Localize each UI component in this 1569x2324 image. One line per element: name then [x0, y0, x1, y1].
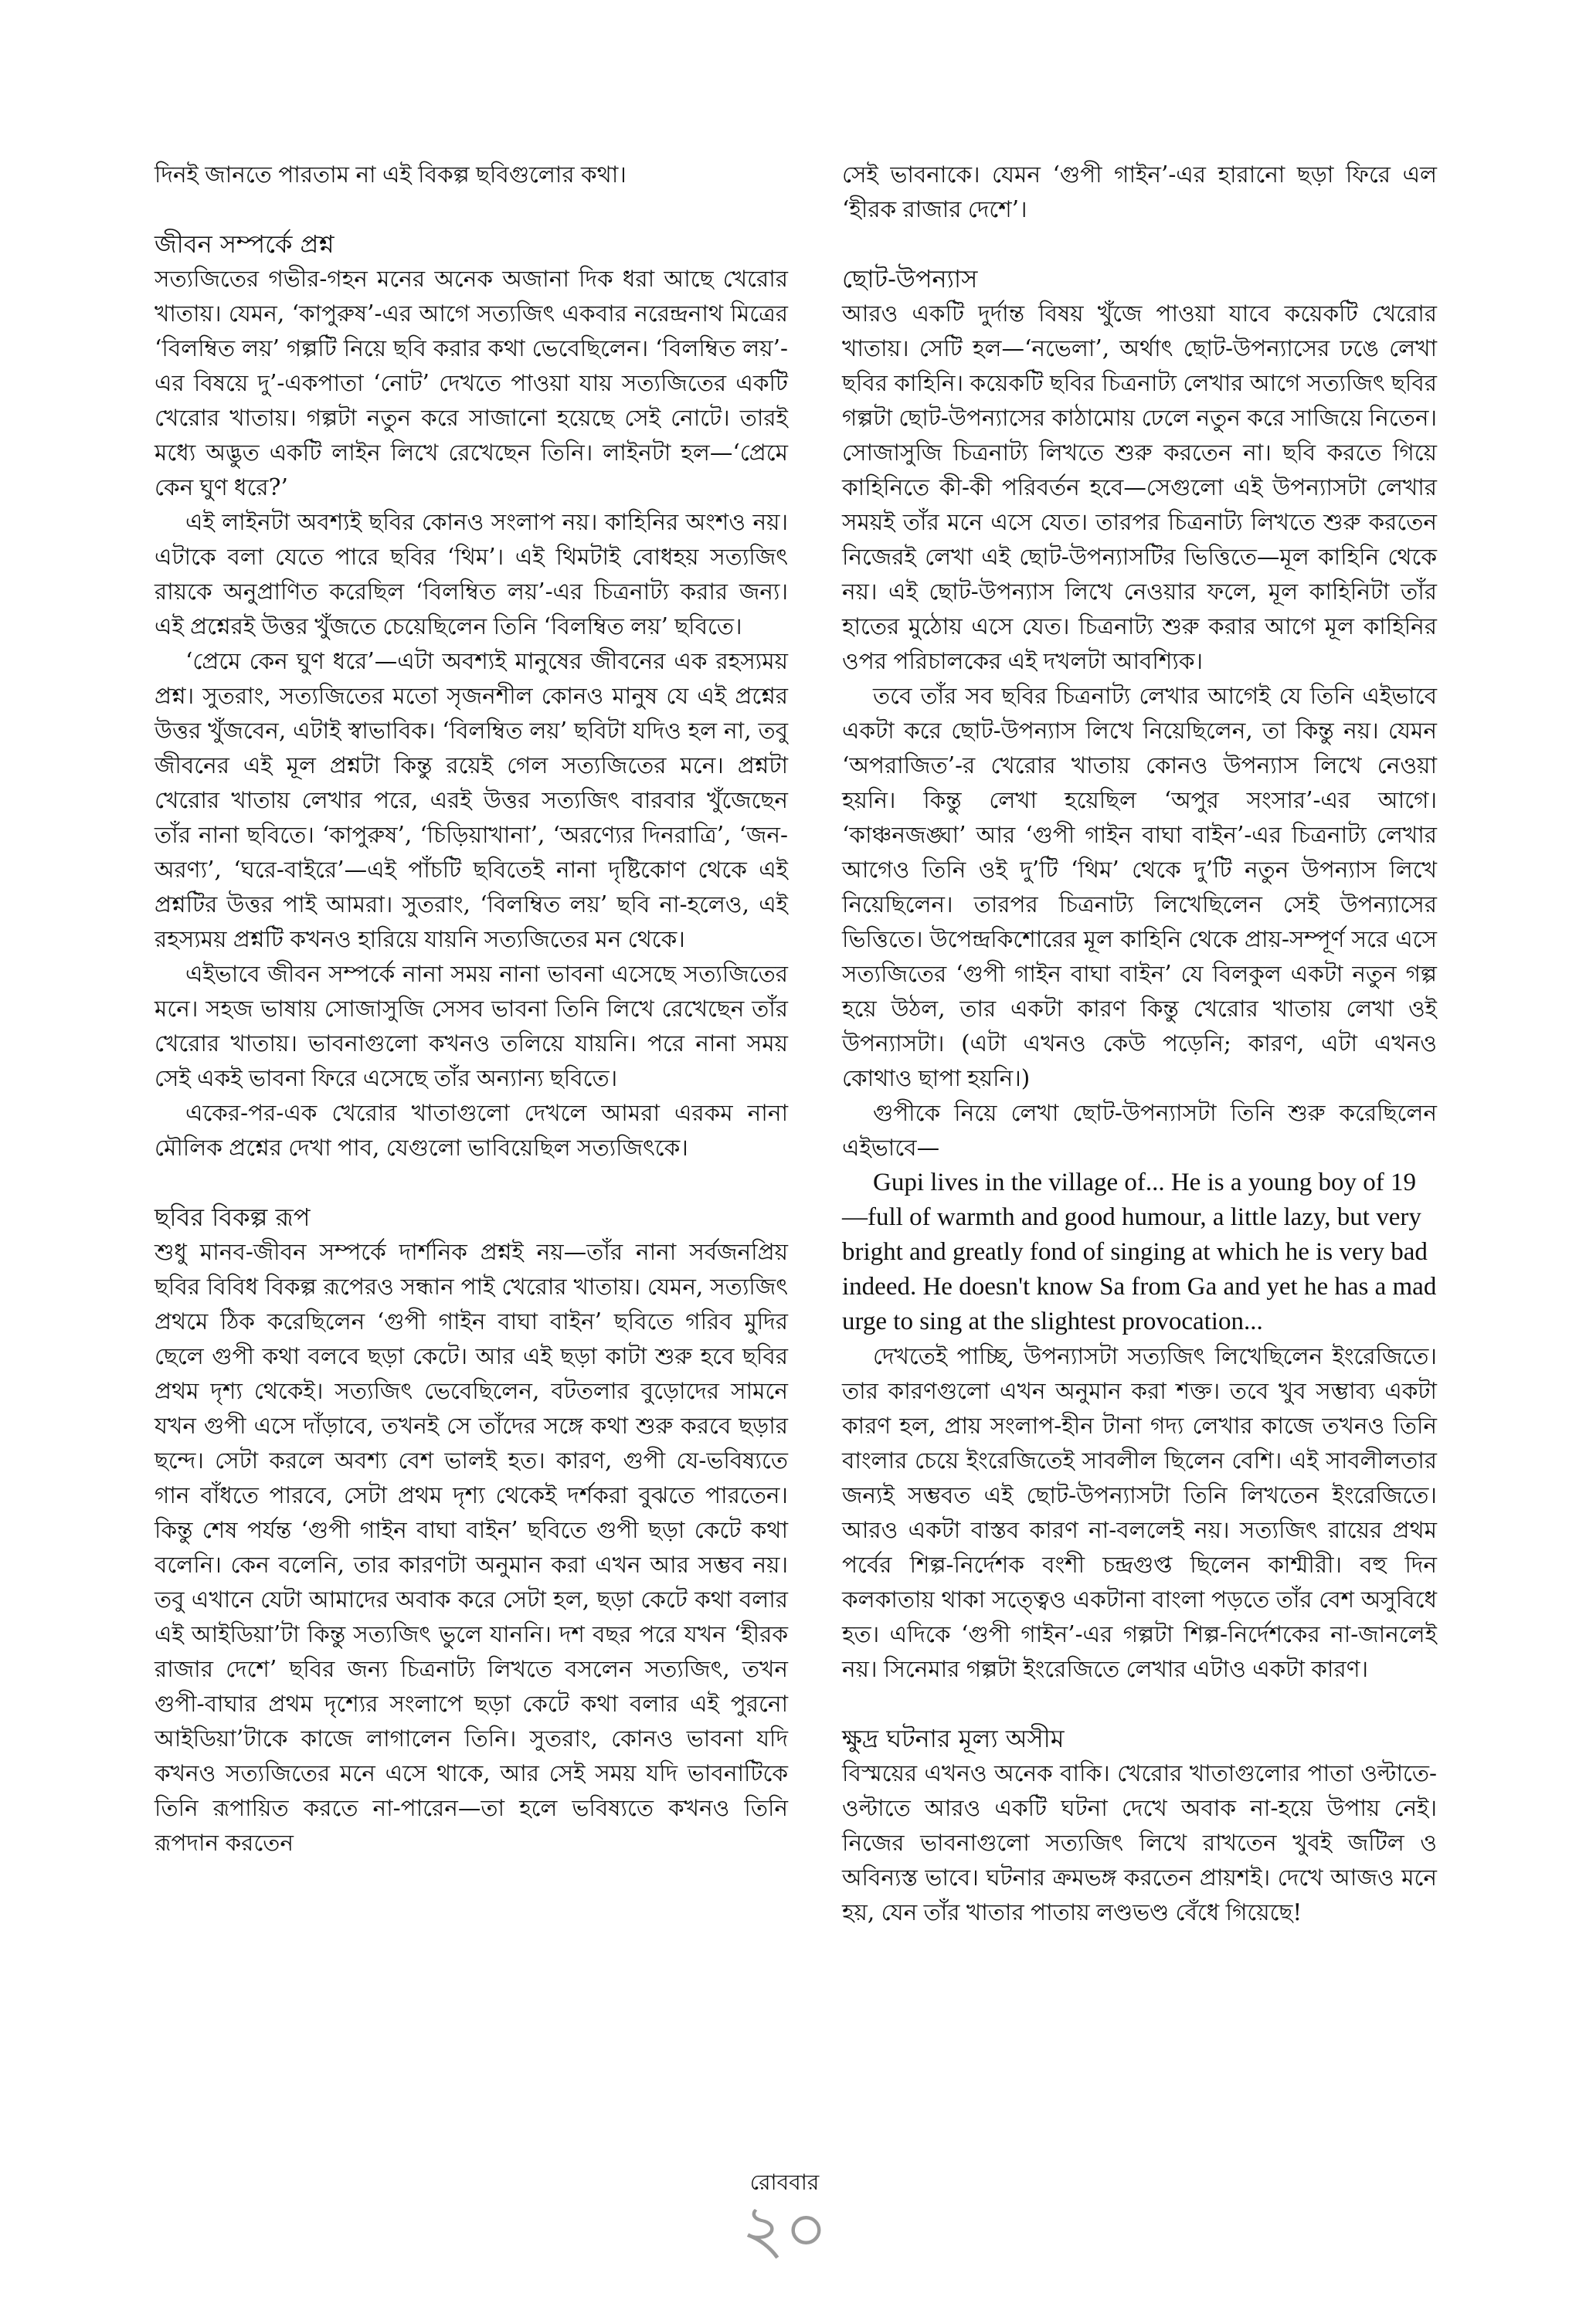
right-column [842, 158, 1437, 1930]
body-paragraph: শুধু মানব-জীবন সম্পর্কে দার্শনিক প্রশ্নই নয়—তাঁর নানা সর্বজনপ্রিয় ছবির বিবিধ বিকল্প রূপেরও সন্ধান পাই খেরোর খাতায়। যেমন, সত্যজিৎ প্রথমে ঠিক করেছিলেন ‘গুপী গাইন বাঘা বাইন’ ছবিতে গরিব মুদির ছেলে গুপী কথা বলবে ছড়া কেটে। আর এই ছড়া কাটা শুরু হবে ছবির প্রথম দৃশ্য থেকেই। সত্যজিৎ ভেবেছিলেন, বটতলার বুড়োদের সামনে যখন গুপী এসে দাঁড়াবে, তখনই সে তাঁদের সঙ্গে কথা শুরু করবে ছড়ার ছন্দে। সেটা করলে অবশ্য বেশ ভালই হত। কারণ, গুপী যে-ভবিষ্যতে গান বাঁধতে পারবে, সেটা প্রথম দৃশ্য থেকেই দর্শকরা বুঝতে পারতেন। কিন্তু শেষ পর্যন্ত ‘গুপী গাইন বাঘা বাইন’ ছবিতে গুপী ছড়া কেটে কথা বলেনি। কেন বলেনি, তার কারণটা অনুমান করা এখন আর সম্ভব নয়। তবু এখানে যেটা আমাদের অবাক করে সেটা হল, ছড়া কেটে কথা বলার এই আইডিয়া’টা কিন্তু সত্যজিৎ ভুলে যাননি। দশ বছর পরে যখন ‘হীরক রাজার দেশে’ ছবির জন্য চিত্রনাট্য লিখতে বসলেন সত্যজিৎ, তখন গুপী-বাঘার প্রথম দৃশ্যের সংলাপে ছড়া কেটে কথা বলার এই পুরনো আইডিয়া’টাকে কাজে লাগালেন তিনি। সুতরাং, কোনও ভাবনা যদি কখনও সত্যজিতের মনে এসে থাকে, আর সেই সময় যদি ভাবনাটিকে তিনি রূপায়িত করতে না-পারেন—তা হলে ভবিষ্যতে কখনও তিনি রূপদান করতেন [155, 1239, 788, 1856]
paragraph-gap [842, 227, 1437, 262]
body-paragraph: গুপীকে নিয়ে লেখা ছোট-উপন্যাসটা তিনি শুরু করেছিলেন এইভাবে— [842, 1100, 1437, 1161]
body-paragraph: দেখতেই পাচ্ছি, উপন্যাসটা সত্যজিৎ লিখেছিলেন ইংরেজিতে। তার কারণগুলো এখন অনুমান করা শক্ত। তবে খুব সম্ভাব্য একটা কারণ হল, প্রায় সংলাপ-হীন টানা গদ্য লেখার কাজে তখনও তিনি বাংলার চেয়ে ইংরেজিতেই সাবলীল ছিলেন বেশি। এই সাবলীলতার জন্যই সম্ভবত এই ছোট-উপন্যাসটা তিনি লিখতেন ইংরেজিতে। আরও একটা বাস্তব কারণ না-বললেই নয়। সত্যজিৎ রায়ের প্রথম পর্বের শিল্প-নির্দেশক বংশী চন্দ্রগুপ্ত ছিলেন কাশ্মীরী। বহু দিন কলকাতায় থাকা সত্ত্বেও একটানা বাংলা পড়তে তাঁর বেশ অসুবিধে হত। এদিকে ‘গুপী গাইন’-এর গল্পটা শিল্প-নির্দেশকের না-জানলেই নয়। সিনেমার গল্পটা ইংরেজিতে লেখার এটাও একটা কারণ। [842, 1343, 1437, 1682]
body-paragraph: এইভাবে জীবন সম্পর্কে নানা সময় নানা ভাবনা এসেছে সত্যজিতের মনে। সহজ ভাষায় সোজাসুজি সেসব ভাবনা তিনি লিখে রেখেছেন তাঁর খেরোর খাতায়। ভাবনাগুলো কখনও তলিয়ে যায়নি। পরে নানা সময় সেই একই ভাবনা ফিরে এসেছে তাঁর অন্যান্য ছবিতে। [155, 961, 788, 1091]
paragraph-gap [155, 192, 788, 227]
english-excerpt: Gupi lives in the village of... He is a young boy of 19—full of warmth and good humour, a little lazy, but very bright and greatly fond of singing at which he is very bad indeed. He doesn't know Sa from Ga and yet he has a mad urge to sing at the slightest provocation... [842, 1169, 1437, 1335]
body-paragraph: ‘প্রেমে কেন ঘুণ ধরে’—এটা অবশ্যই মানুষের জীবনের এক রহস্যময় প্রশ্ন। সুতরাং, সত্যজিতের মতো সৃজনশীল কোনও মানুষ যে এই প্রশ্নের উত্তর খুঁজবেন, এটাই স্বাভাবিক। ‘বিলম্বিত লয়’ ছবিটা যদিও হল না, তবু জীবনের এই মূল প্রশ্নটা কিন্তু রয়েই গেল সত্যজিতের মনে। প্রশ্নটা খেরোর খাতায় লেখার পরে, এরই উত্তর সত্যজিৎ বারবার খুঁজেছেন তাঁর নানা ছবিতে। ‘কাপুরুষ’, ‘চিড়িয়াখানা’, ‘অরণ্যের দিনরাত্রি’, ‘জন-অরণ্য’, ‘ঘরে-বাইরে’—এই পাঁচটি ছবিতেই নানা দৃষ্টিকোণ থেকে এই প্রশ্নটির উত্তর পাই আমরা। সুতরাং, ‘বিলম্বিত লয়’ ছবি না-হলেও, এই রহস্যময় প্রশ্নটি কখনও হারিয়ে যায়নি সত্যজিতের মন থেকে। [155, 648, 788, 952]
body-paragraph: বিস্ময়ের এখনও অনেক বাকি। খেরোর খাতাগুলোর পাতা ওল্টাতে-ওল্টাতে আরও একটি ঘটনা দেখে অবাক না-হয়ে উপায় নেই। নিজের ভাবনাগুলো সত্যজিৎ লিখে রাখতেন খুবই জটিল ও অবিন্যস্ত ভাবে। ঘটনার ক্রমভঙ্গ করতেন প্রায়শই। দেখে আজও মনে হয়, যেন তাঁর খাতার পাতায় লণ্ডভণ্ড বেঁধে গিয়েছে! [842, 1760, 1437, 1925]
section-heading: ছোট-উপন্যাস [842, 264, 978, 293]
body-paragraph: এই লাইনটা অবশ্যই ছবির কোনও সংলাপ নয়। কাহিনির অংশও নয়। এটাকে বলা যেতে পারে ছবির ‘থিম’। এই থিমটাই বোধহয় সত্যজিৎ রায়কে অনুপ্রাণিত করেছিল ‘বিলম্বিত লয়’-এর চিত্রনাট্য করার জন্য। এই প্রশ্নেরই উত্তর খুঁজতে চেয়েছিলেন তিনি ‘বিলম্বিত লয়’ ছবিতে। [155, 509, 788, 640]
body-paragraph: আরও একটি দুর্দান্ত বিষয় খুঁজে পাওয়া যাবে কয়েকটি খেরোর খাতায়। সেটি হল—‘নভেলা’, অর্থাৎ ছোট-উপন্যাসের ঢঙে লেখা ছবির কাহিনি। কয়েকটি ছবির চিত্রনাট্য লেখার আগে সত্যজিৎ ছবির গল্পটা ছোট-উপন্যাসের কাঠামোয় ঢেলে নতুন করে সাজিয়ে নিতেন। সোজাসুজি চিত্রনাট্য লিখতে শুরু করতেন না। ছবি করতে গিয়ে কাহিনিতে কী-কী পরিবর্তন হবে—সেগুলো এই উপন্যাসটা লেখার সময়ই তাঁর মনে এসে যেত। তারপর চিত্রনাট্য লিখতে শুরু করতেন নিজেরই লেখা এই ছোট-উপন্যাসটির ভিত্তিতে—মূল কাহিনি থেকে নয়। এই ছোট-উপন্যাস লিখে নেওয়ার ফলে, মূল কাহিনিটা তাঁর হাতের মুঠোয় এসে যেত। চিত্রনাট্য শুরু করার আগে মূল কাহিনির ওপর পরিচালকের এই দখলটা আবশ্যিক। [842, 300, 1437, 674]
body-paragraph: সত্যজিতের গভীর-গহন মনের অনেক অজানা দিক ধরা আছে খেরোর খাতায়। যেমন, ‘কাপুরুষ’-এর আগে সত্যজিৎ একবার নরেন্দ্রনাথ মিত্রের ‘বিলম্বিত লয়’ গল্পটি নিয়ে ছবি করার কথা ভেবেছিলেন। ‘বিলম্বিত লয়’-এর বিষয়ে দু’-একপাতা ‘নোট’ দেখতে পাওয়া যায় সত্যজিতের একটি খেরোর খাতায়। গল্পটা নতুন করে সাজানো হয়েছে সেই নোটে। তারই মধ্যে অদ্ভুত একটি লাইন লিখে রেখেছেন তিনি। লাইনটা হল—‘প্রেমে কেন ঘুণ ধরে?’ [155, 266, 788, 500]
body-paragraph: একের-পর-এক খেরোর খাতাগুলো দেখলে আমরা এরকম নানা মৌলিক প্রশ্নের দেখা পাব, যেগুলো ভাবিয়েছিল সত্যজিৎকে। [155, 1100, 788, 1161]
left-column [155, 158, 788, 1861]
paragraph-gap [842, 1687, 1437, 1722]
body-paragraph: সেই ভাবনাকে। যেমন ‘গুপী গাইন’-এর হারানো ছড়া ফিরে এল ‘হীরক রাজার দেশে’। [842, 161, 1437, 222]
body-paragraph: তবে তাঁর সব ছবির চিত্রনাট্য লেখার আগেই যে তিনি এইভাবে একটা করে ছোট-উপন্যাস লিখে নিয়েছিলেন, তা কিন্তু নয়। যেমন ‘অপরাজিত’-র খেরোর খাতায় কোনও উপন্যাস লিখে নেওয়া হয়নি। কিন্তু লেখা হয়েছিল ‘অপুর সংসার’-এর আগে। ‘কাঞ্চনজঙ্ঘা’ আর ‘গুপী গাইন বাঘা বাইন’-এর চিত্রনাট্য লেখার আগেও তিনি ওই দু’টি ‘থিম’ থেকে দু’টি নতুন উপন্যাস লিখে নিয়েছিলেন। তারপর চিত্রনাট্য লিখেছিলেন সেই উপন্যাসের ভিত্তিতে। উপেন্দ্রকিশোরের মূল কাহিনি থেকে প্রায়-সম্পূর্ণ সরে এসে সত্যজিতের ‘গুপী গাইন বাঘা বাইন’ যে বিলকুল একটা নতুন গল্প হয়ে উঠল, তার একটা কারণ কিন্তু খেরোর খাতায় লেখা ওই উপন্যাসটা। (এটা এখনও কেউ পড়েনি; কারণ, এটা এখনও কোথাও ছাপা হয়নি।) [842, 683, 1437, 1091]
section-heading: জীবন সম্পর্কে প্রশ্ন [155, 229, 335, 259]
page-number: ২০ [741, 2191, 828, 2268]
section-heading: ক্ষুদ্র ঘটনার মূল্য অসীম [842, 1724, 1065, 1753]
page-footer [0, 2169, 1569, 2268]
magazine-name: রোববার [749, 2170, 820, 2195]
body-paragraph: দিনই জানতে পারতাম না এই বিকল্প ছবিগুলোর কথা। [155, 161, 627, 188]
section-heading: ছবির বিকল্প রূপ [155, 1203, 311, 1232]
paragraph-gap [155, 1165, 788, 1200]
